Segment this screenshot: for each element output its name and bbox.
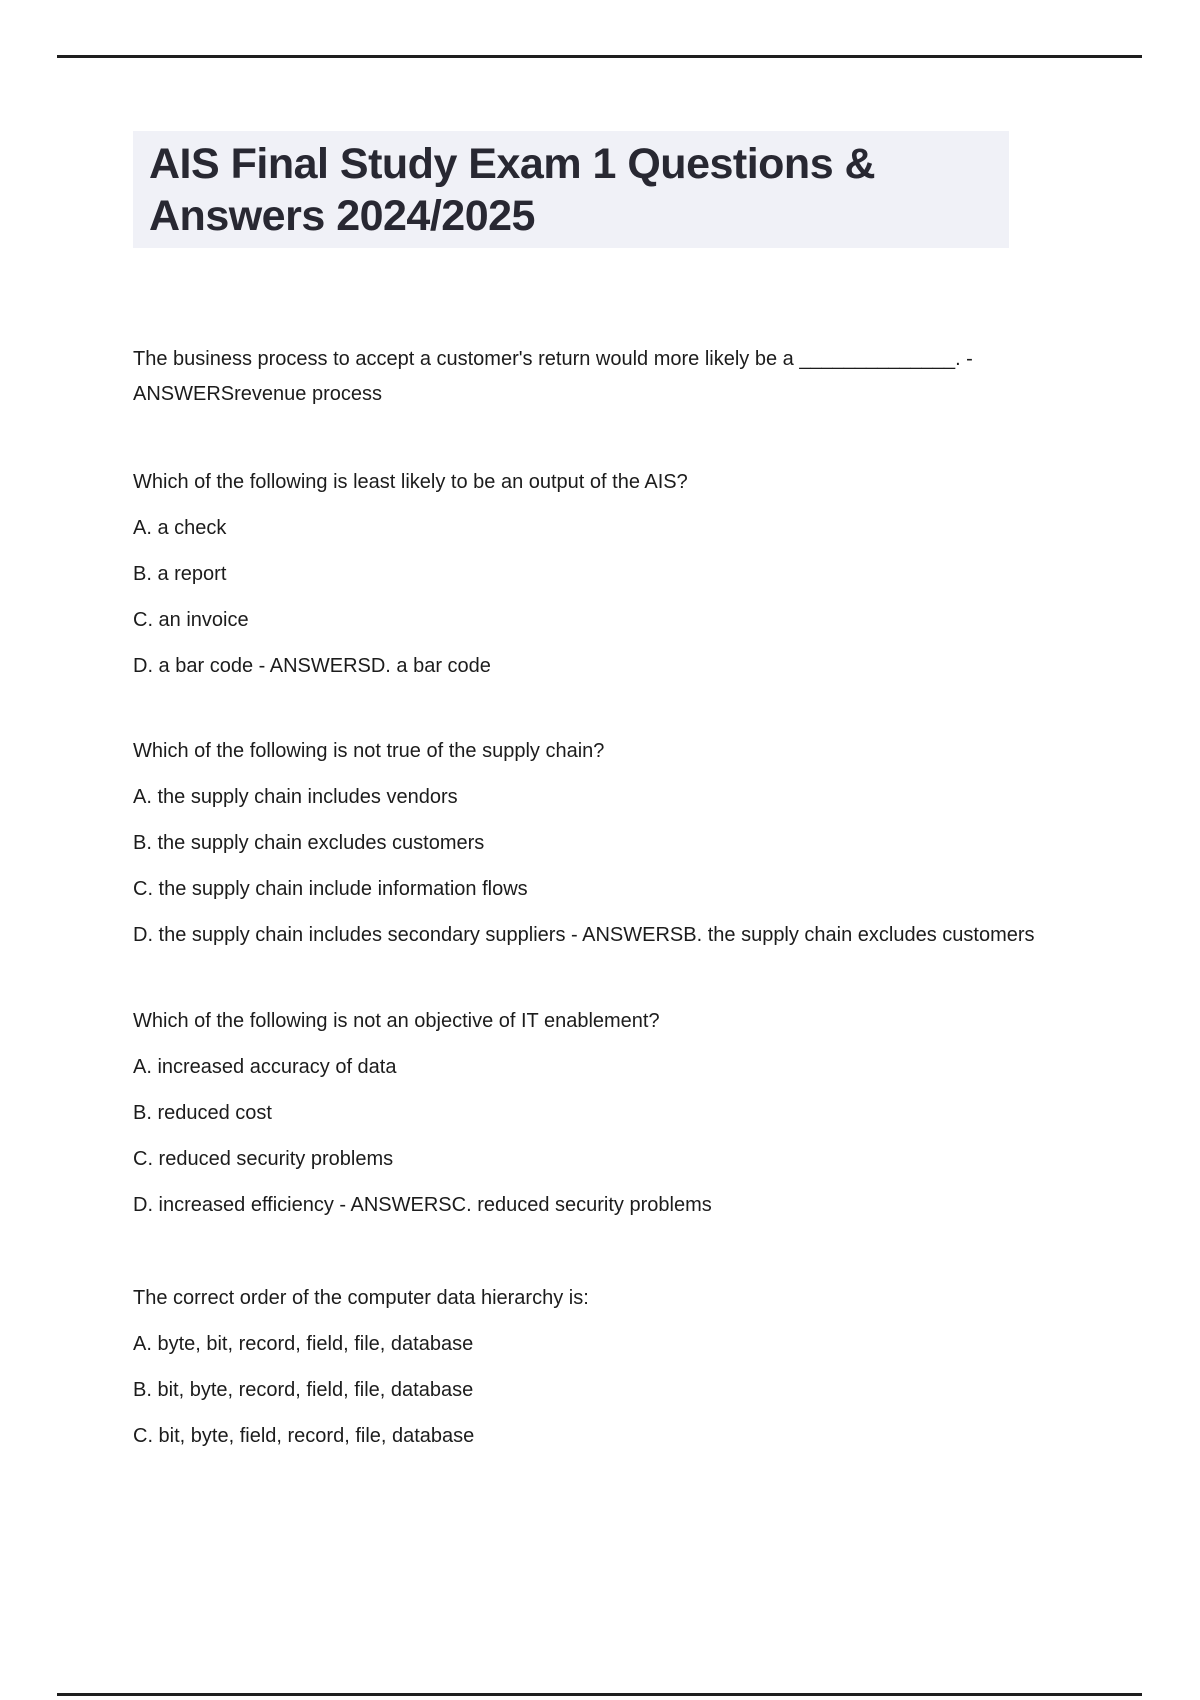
answer-option-a: A. byte, bit, record, field, file, database	[133, 1333, 474, 1355]
answer-option-a: A. a check	[133, 517, 227, 539]
question-with-answer: The business process to accept a customer's return would more likely be a ______________. -	[133, 348, 973, 370]
document-title-highlight	[133, 131, 1009, 248]
question-text: Which of the following is not an objective of IT enablement?	[133, 1010, 660, 1032]
question-block-1	[133, 342, 1143, 412]
top-divider	[57, 55, 1142, 58]
answer-option-b: B. bit, byte, record, field, file, database	[133, 1379, 474, 1401]
answer-option-b: B. the supply chain excludes customers	[133, 832, 485, 854]
document-title-line-2: Answers 2024/2025	[149, 192, 535, 240]
question-block-2	[133, 465, 1143, 695]
answer-option-d: D. increased efficiency - ANSWERSC. reduced security problems	[133, 1194, 712, 1216]
question-block-4	[133, 1004, 1143, 1234]
question-text: The correct order of the computer data hierarchy is:	[133, 1287, 589, 1309]
question-block-5	[133, 1281, 1143, 1465]
question-text: Which of the following is not true of the supply chain?	[133, 740, 605, 762]
answer-option-c: C. bit, byte, field, record, file, database	[133, 1425, 475, 1447]
answer-option-a: A. increased accuracy of data	[133, 1056, 397, 1078]
answer-option-c: C. the supply chain include information flows	[133, 878, 528, 900]
bottom-divider	[57, 1693, 1142, 1696]
answer-text: ANSWERSrevenue process	[133, 383, 382, 405]
answer-option-b: B. reduced cost	[133, 1102, 272, 1124]
answer-option-c: C. an invoice	[133, 609, 249, 631]
answer-option-b: B. a report	[133, 563, 227, 585]
document-title-line-1: AIS Final Study Exam 1 Questions &	[149, 140, 876, 188]
question-text: Which of the following is least likely to be an output of the AIS?	[133, 471, 688, 493]
answer-option-d: D. the supply chain includes secondary suppliers - ANSWERSB. the supply chain excludes customers	[133, 924, 1035, 946]
answer-option-a: A. the supply chain includes vendors	[133, 786, 458, 808]
question-block-3	[133, 734, 1143, 964]
answer-option-d: D. a bar code - ANSWERSD. a bar code	[133, 655, 491, 677]
answer-option-c: C. reduced security problems	[133, 1148, 394, 1170]
